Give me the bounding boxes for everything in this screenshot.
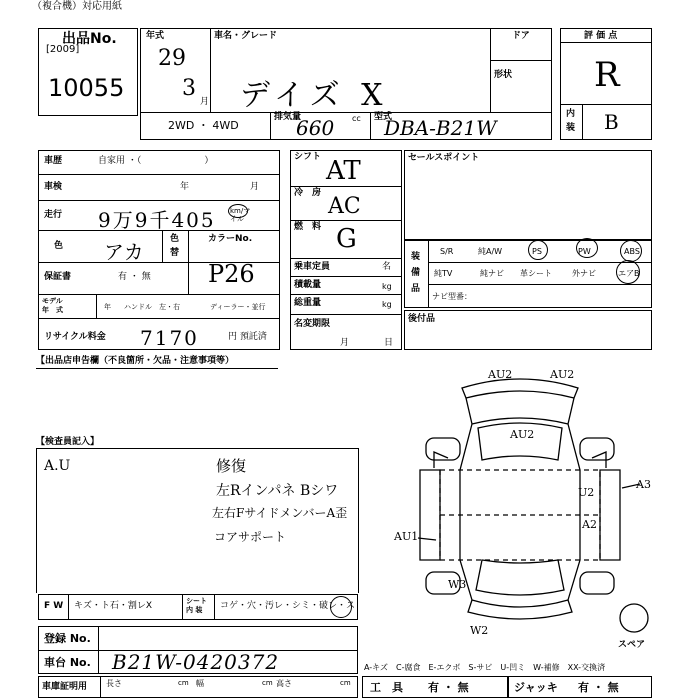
grade-label: 評 価 点: [584, 31, 618, 41]
tools-value: 有 ・ 無: [428, 681, 469, 694]
color-no-value: P26: [208, 260, 255, 288]
fw-label: F W: [44, 601, 64, 611]
equipment-label-1: 装: [411, 252, 421, 262]
car-name-value: デイズ X: [240, 78, 389, 113]
damage-mark-7: AU1: [394, 530, 419, 543]
interior-condition-items: コゲ・穴・汚レ・シミ・破レ・ス: [220, 601, 356, 611]
equip-navi: 純ナビ: [480, 269, 504, 278]
damage-mark-1: AU2: [488, 368, 513, 381]
spare-label: スペア: [618, 640, 646, 650]
ac-value: AC: [328, 194, 361, 219]
width-label: 幅: [196, 679, 204, 688]
condition-check-circle: [330, 596, 352, 618]
ac-label: 冷 房: [294, 188, 322, 198]
year-label: 年式: [146, 31, 165, 41]
chassis-label: 車台 No.: [44, 656, 91, 669]
car-history-label: 車歴: [44, 156, 63, 166]
damage-legend: A-キズ C-腐食 E-エクボ S-サビ U-凹ミ W-補修 XX-交換済: [364, 663, 606, 672]
deadline-month: 月: [340, 338, 350, 348]
month-value: 3: [182, 76, 196, 101]
car-name-label: 車名・グレード: [214, 31, 278, 41]
deadline-day: 日: [384, 338, 394, 348]
inspection-year: 年: [180, 182, 190, 192]
equipment-label-3: 品: [411, 284, 421, 294]
inspector-label: 【検査員記入】: [36, 437, 100, 447]
width-unit: cm: [262, 679, 273, 687]
lot-number: 10055: [48, 74, 125, 102]
inspector-note-2: 左Rインパネ Bシワ: [216, 483, 339, 499]
height-label: 高さ: [276, 679, 292, 688]
navi-model-label: ナビ型番：: [432, 292, 472, 301]
height-unit: cm: [340, 679, 351, 687]
month-unit: 月: [200, 97, 210, 107]
capacity-label: 乗車定員: [294, 262, 331, 272]
inspection-label: 車検: [44, 182, 63, 192]
equip-ps: PS: [532, 247, 542, 256]
grade-value: R: [594, 55, 620, 95]
damage-mark-9: W2: [470, 624, 489, 637]
seat-label-2: 内 装: [186, 606, 203, 614]
load-label: 積載量: [294, 280, 322, 290]
color-change-1: 色: [170, 234, 180, 244]
displacement-label: 排気量: [274, 112, 302, 122]
fuel-label: 燃 料: [294, 222, 322, 232]
inspector-left-note: A.U: [44, 458, 71, 474]
model-value: DBA-B21W: [384, 116, 497, 140]
inspector-note-4: コアサポート: [214, 530, 287, 544]
model-year-label-1: モデル: [42, 297, 63, 305]
color-change-2: 替: [170, 248, 180, 258]
model-year-unit: 年: [104, 303, 111, 311]
chassis-number: B21W-0420372: [112, 650, 280, 674]
damage-mark-6: A2: [582, 518, 597, 531]
damage-mark-5: A3: [636, 478, 651, 491]
inspector-note-1: 修復: [216, 457, 247, 475]
gross-unit: kg: [382, 300, 392, 309]
damage-mark-3: AU2: [510, 428, 535, 441]
recycle-label: リサイクル料金: [44, 332, 106, 342]
inspection-month: 月: [250, 182, 260, 192]
exterior-condition-items: キズ・ト石・割レX: [74, 601, 152, 611]
cert-label: 車庫証明用: [42, 682, 88, 692]
deadline-label: 名変期限: [294, 319, 331, 329]
equip-abs: ABS: [624, 247, 640, 256]
lot-label: 出品No.: [62, 31, 117, 47]
jack-value: 有 ・ 無: [578, 681, 619, 694]
equip-airbag: エアB: [618, 269, 640, 278]
dealer-label: ディーラー・並行: [210, 303, 266, 311]
interior-value: B: [604, 110, 619, 134]
load-unit: kg: [382, 282, 392, 291]
declaration-label: 【出品店申告欄（不良箇所・欠品・注意事項等）: [36, 356, 235, 366]
equip-pw: PW: [578, 247, 591, 256]
equip-tv: 純TV: [434, 269, 453, 278]
aftermarket-label: 後付品: [408, 314, 436, 324]
equip-ext-navi: 外ナビ: [572, 269, 596, 278]
capacity-unit: 名: [382, 262, 392, 272]
sales-point-label: セールスポイント: [408, 153, 480, 163]
cc-unit: cc: [352, 114, 361, 123]
equip-sr: S/R: [440, 247, 454, 256]
equip-leather: 革シート: [520, 269, 552, 278]
damage-mark-2: AU2: [550, 368, 575, 381]
mileage-value: 9万9千405: [98, 208, 216, 232]
damage-mark-8: W3: [448, 578, 467, 591]
length-unit: cm: [178, 679, 189, 687]
lot-year: [2009]: [46, 44, 80, 55]
shift-value: AT: [326, 156, 361, 186]
handle-label: ハンドル 左・右: [124, 303, 180, 311]
warranty-value: 有 ・ 無: [118, 272, 151, 282]
recycle-unit: 円 預託済: [228, 332, 267, 342]
color-label: 色: [54, 241, 64, 251]
damage-mark-4: U2: [578, 486, 595, 499]
color-value: アカ: [104, 240, 144, 264]
door-label: ドア: [512, 31, 530, 41]
interior-label-2: 装: [566, 123, 576, 133]
form-type-note: （複合機）対応用紙: [32, 1, 122, 12]
model-year-label-2: 年 式: [42, 306, 63, 314]
gross-label: 総重量: [294, 298, 322, 308]
jack-label: ジャッキ: [514, 681, 558, 694]
mileage-unit: km/マイル: [230, 207, 251, 223]
equip-alloy: 純A/W: [478, 247, 503, 256]
fuel-value: G: [336, 224, 357, 254]
registration-label: 登録 No.: [44, 632, 91, 645]
recycle-value: 7170: [140, 326, 199, 350]
warranty-label: 保証書: [44, 272, 72, 282]
tools-label: 工 具: [370, 681, 403, 694]
shape-label: 形状: [494, 70, 513, 80]
inspector-note-3: 左右FサイドメンバーA歪: [212, 506, 348, 520]
interior-label-1: 内: [566, 109, 576, 119]
equipment-label-2: 備: [411, 268, 421, 278]
model-label: 型式: [374, 112, 393, 122]
year-value: 29: [158, 46, 186, 71]
displacement-value: 660: [296, 116, 335, 140]
mileage-label: 走行: [44, 210, 63, 220]
drive-option: 2WD ・ 4WD: [168, 119, 239, 132]
color-no-label: カラーNo.: [208, 234, 253, 244]
car-history-value: 自家用 ・（ ）: [98, 156, 214, 166]
length-label: 長さ: [106, 679, 122, 688]
seat-label-1: シート: [186, 597, 207, 605]
shift-label: シフト: [294, 152, 322, 162]
